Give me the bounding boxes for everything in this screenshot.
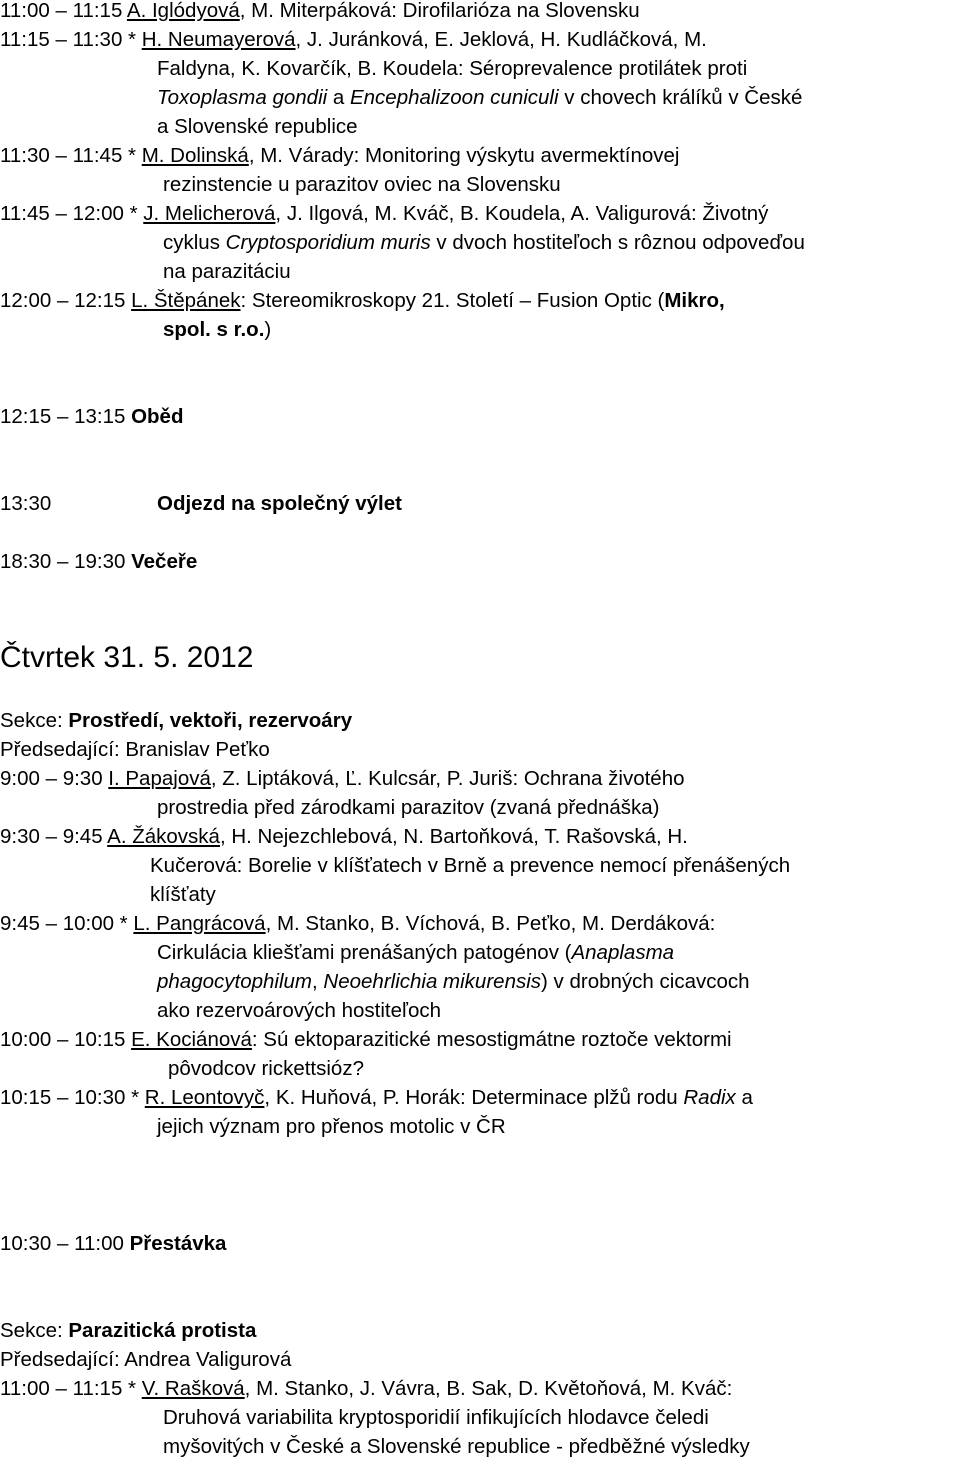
program-line xyxy=(0,489,51,518)
text-segment: , M. Stanko, J. Vávra, B. Sak, D. Květoňová, M. Kváč: xyxy=(244,1377,733,1400)
text-segment: Cirkulácia kliešťami prenášaných patogénov ( xyxy=(157,941,572,964)
text-segment: prostredia před zárodkami parazitov (zvaná přednáška) xyxy=(157,796,660,819)
program-line xyxy=(163,1403,709,1432)
bold-text: Prostředí, vektoři, rezervoáry xyxy=(68,709,353,732)
text-segment: 11:00 – 11:15 xyxy=(0,0,127,22)
text-segment: ) xyxy=(264,318,272,341)
program-line xyxy=(157,83,802,112)
italic-text: Toxoplasma gondii xyxy=(157,86,328,109)
text-segment: , M. Stanko, B. Víchová, B. Peťko, M. Derdáková: xyxy=(265,912,716,935)
text-segment: , K. Huňová, P. Horák: Determinace plžů rodu xyxy=(264,1086,684,1109)
text-segment: Sekce: xyxy=(0,1319,69,1342)
text-segment: , J. Ilgová, M. Kváč, B. Koudela, A. Valigurová: Životný xyxy=(275,202,769,225)
italic-text: phagocytophilum xyxy=(157,970,312,993)
author-name: A. Žákovská xyxy=(107,825,220,848)
text-segment: Sekce: xyxy=(0,709,69,732)
day-heading xyxy=(0,640,253,676)
text-segment: 10:15 – 10:30 * xyxy=(0,1086,145,1109)
text-segment: rezinstencie u parazitov oviec na Slovensku xyxy=(163,173,561,196)
author-name: A. Iglódyová xyxy=(126,0,240,22)
program-line xyxy=(0,1083,753,1112)
text-segment: 12:15 – 13:15 xyxy=(0,405,132,428)
text-segment: klíšťaty xyxy=(150,883,216,906)
text-segment: a Slovenské republice xyxy=(157,115,358,138)
italic-text: Radix xyxy=(683,1086,736,1109)
text-segment: 9:30 – 9:45 xyxy=(0,825,108,848)
program-line xyxy=(0,199,768,228)
program-line xyxy=(0,822,688,851)
text-segment: 10:00 – 10:15 xyxy=(0,1028,132,1051)
program-line xyxy=(163,170,561,199)
program-line xyxy=(157,54,747,83)
text-segment: , M. Várady: Monitoring výskytu avermektínovej xyxy=(248,144,680,167)
program-line xyxy=(157,938,674,967)
text-segment: Faldyna, K. Kovarčík, B. Koudela: Séroprevalence protilátek proti xyxy=(157,57,748,80)
program-line xyxy=(0,25,707,54)
text-segment: 11:45 – 12:00 * xyxy=(0,202,144,225)
program-line xyxy=(163,228,805,257)
text-segment: a xyxy=(327,86,350,109)
program-line xyxy=(0,735,270,764)
bold-text: Večeře xyxy=(131,550,198,573)
program-line xyxy=(150,880,216,909)
program-line xyxy=(157,996,441,1025)
text-segment: v chovech králíků v České xyxy=(558,86,803,109)
text-segment: Kučerová: Borelie v klíšťatech v Brně a prevence nemocí přenášených xyxy=(150,854,791,877)
program-line xyxy=(0,0,640,25)
text-segment: 11:15 – 11:30 * xyxy=(0,28,142,51)
program-line xyxy=(0,547,197,576)
text-segment: , xyxy=(312,970,324,993)
italic-text: Anaplasma xyxy=(571,941,675,964)
text-segment: 18:30 – 19:30 xyxy=(0,550,132,573)
text-segment: ) v drobných cicavcoch xyxy=(541,970,750,993)
text-segment: 13:30 xyxy=(0,492,52,515)
text-segment: myšovitých v České a Slovenské republice - předběžné výsledky xyxy=(163,1435,750,1458)
author-name: H. Neumayerová xyxy=(141,28,296,51)
text-segment: a xyxy=(735,1086,753,1109)
text-segment: , H. Nejezchlebová, N. Bartoňková, T. Rašovská, H. xyxy=(219,825,688,848)
program-line xyxy=(163,257,291,286)
text-segment: : Stereomikroskopy 21. Století – Fusion Optic ( xyxy=(240,289,665,312)
program-line xyxy=(150,851,790,880)
program-line xyxy=(157,112,358,141)
program-line xyxy=(0,909,715,938)
text-segment: , J. Juránková, E. Jeklová, H. Kudláčková, M. xyxy=(295,28,707,51)
program-line xyxy=(0,1229,226,1258)
program-line xyxy=(163,1432,750,1461)
bold-text: Odjezd na společný výlet xyxy=(157,492,402,515)
text-segment: Předsedající: Branislav Peťko xyxy=(0,738,270,761)
program-line xyxy=(0,706,352,735)
author-name: E. Kociánová xyxy=(131,1028,252,1051)
text-segment: 12:00 – 12:15 xyxy=(0,289,132,312)
program-line xyxy=(157,489,402,518)
author-name: I. Papajová xyxy=(108,767,211,790)
author-name: J. Melicherová xyxy=(143,202,276,225)
program-line xyxy=(157,793,660,822)
text-segment: 10:30 – 11:00 xyxy=(0,1232,130,1255)
text-segment: 11:00 – 11:15 * xyxy=(0,1377,142,1400)
program-line xyxy=(0,764,685,793)
italic-text: Neoehrlichia mikurensis xyxy=(323,970,542,993)
bold-text: Přestávka xyxy=(129,1232,227,1255)
text-segment: 11:30 – 11:45 * xyxy=(0,144,142,167)
program-line xyxy=(168,1054,364,1083)
text-segment: , M. Miterpáková: Dirofilarióza na Slovensku xyxy=(239,0,640,22)
text-segment: cyklus xyxy=(163,231,226,254)
text-segment: Druhová variabilita kryptosporidií infikujících hlodavce čeledi xyxy=(163,1406,709,1429)
program-line xyxy=(0,286,725,315)
program-line xyxy=(0,1345,291,1374)
program-line xyxy=(0,1316,256,1345)
italic-text: Cryptosporidium muris xyxy=(225,231,431,254)
program-line xyxy=(0,1025,732,1054)
program-line xyxy=(0,141,679,170)
author-name: M. Dolinská xyxy=(141,144,249,167)
text-segment: v dvoch hostiteľoch s rôznou odpoveďou xyxy=(430,231,805,254)
text-segment: na parazitáciu xyxy=(163,260,291,283)
author-name: V. Rašková xyxy=(141,1377,245,1400)
text-segment: 9:00 – 9:30 xyxy=(0,767,109,790)
text-segment: , Z. Liptáková, Ľ. Kulcsár, P. Juriš: Ochrana životého xyxy=(210,767,685,790)
bold-text: Oběd xyxy=(131,405,184,428)
text-segment: Čtvrtek 31. 5. 2012 xyxy=(0,641,254,674)
text-segment: 9:45 – 10:00 * xyxy=(0,912,134,935)
text-segment: : Sú ektoparazitické mesostigmátne roztoče vektormi xyxy=(251,1028,732,1051)
text-segment: Předsedající: Andrea Valigurová xyxy=(0,1348,292,1371)
program-line xyxy=(163,315,271,344)
italic-text: Encephalizoon cuniculi xyxy=(349,86,559,109)
bold-text: spol. s r.o. xyxy=(163,318,265,341)
program-line xyxy=(157,1112,506,1141)
author-name: L. Pangrácová xyxy=(133,912,266,935)
author-name: R. Leontovyč xyxy=(144,1086,265,1109)
bold-text: Mikro, xyxy=(664,289,725,312)
program-line xyxy=(0,402,184,431)
text-segment: pôvodcov rickettsióz? xyxy=(168,1057,364,1080)
program-line xyxy=(157,967,750,996)
bold-text: Parazitická protista xyxy=(68,1319,257,1342)
text-segment: jejich význam pro přenos motolic v ČR xyxy=(157,1115,506,1138)
text-segment: ako rezervoárových hostiteľoch xyxy=(157,999,442,1022)
author-name: L. Štěpánek xyxy=(131,289,241,312)
program-line xyxy=(0,1374,732,1403)
